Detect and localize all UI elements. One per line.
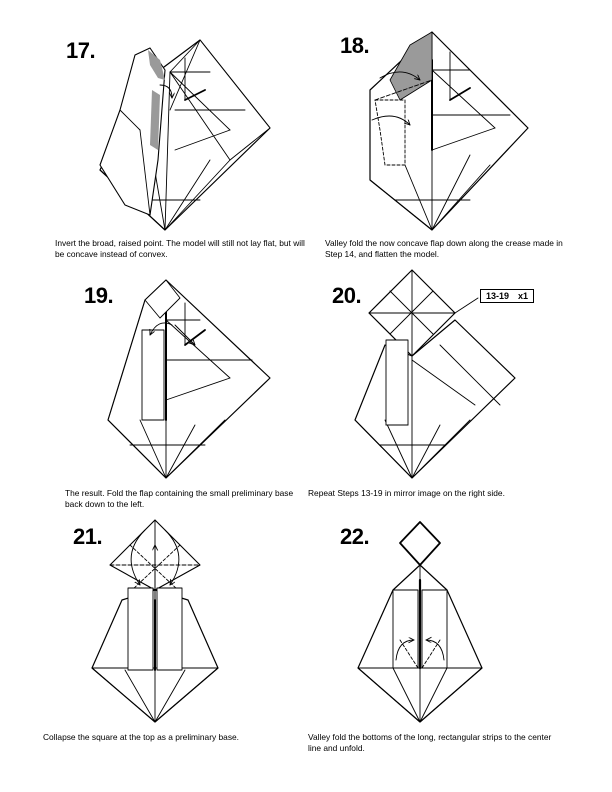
step-22-diagram bbox=[358, 522, 482, 722]
step-19-diagram bbox=[108, 280, 270, 478]
step-number-18: 18. bbox=[340, 33, 370, 58]
step-18-caption: Valley fold the now concave flap down along the crease made in Step 14, and flatten the model. bbox=[325, 238, 563, 259]
step-17-caption: Invert the broad, raised point. The model will still not lay flat, but will be concave instead of convex. bbox=[55, 238, 305, 259]
step-number-17: 17. bbox=[66, 38, 96, 63]
step-18-diagram bbox=[370, 32, 528, 230]
step-21-diagram bbox=[92, 520, 218, 722]
step-20-caption: Repeat Steps 13-19 in mirror image on the right side. bbox=[308, 488, 505, 498]
repeat-range-label: 13-19 bbox=[486, 291, 510, 301]
step-21-caption: Collapse the square at the top as a preliminary base. bbox=[43, 732, 239, 742]
repeat-multiplier-label: x1 bbox=[518, 291, 529, 301]
step-number-22: 22. bbox=[340, 524, 370, 549]
step-22-caption: Valley fold the bottoms of the long, rectangular strips to the center line and unfold. bbox=[308, 732, 552, 753]
step-20-diagram bbox=[355, 270, 515, 478]
step-number-20: 20. bbox=[332, 283, 362, 308]
step-number-21: 21. bbox=[73, 524, 103, 549]
step-number-19: 19. bbox=[84, 283, 114, 308]
step-17-diagram bbox=[100, 40, 270, 230]
step-19-caption: The result. Fold the flap containing the small preliminary base back down to the left. bbox=[65, 488, 294, 509]
